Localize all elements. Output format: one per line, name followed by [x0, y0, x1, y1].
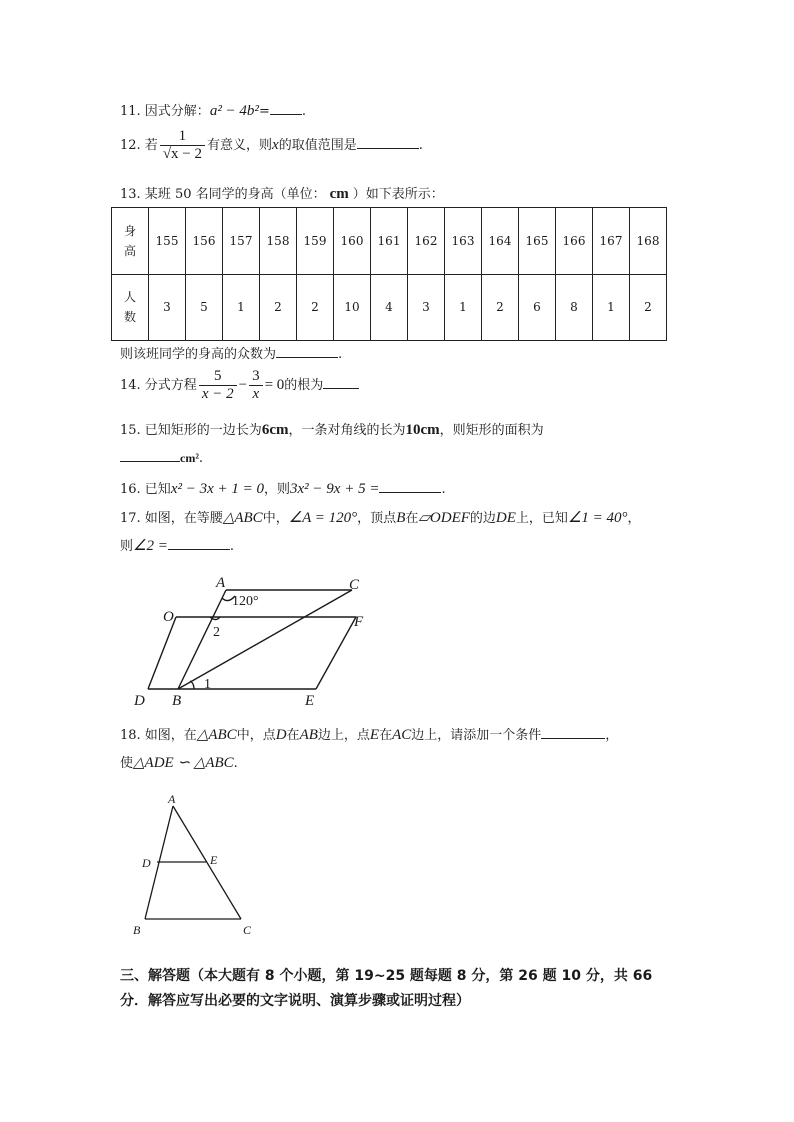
q13-intro: 13. 某班 50 名同学的身高（单位：: [120, 187, 326, 202]
q17-comma: ，: [627, 511, 641, 526]
q18-text-1: 18. 如图，在: [120, 728, 197, 743]
q11-label: 11. 因式分解：: [120, 104, 210, 119]
q17-text-5: 的边: [469, 511, 496, 526]
table-cell: 3: [408, 274, 445, 341]
table-cell: 1: [593, 274, 630, 341]
row-header-text: 人数: [123, 290, 136, 325]
q12-label: 12. 若: [120, 138, 158, 153]
label-a: A: [216, 575, 226, 591]
table-cell: 2: [630, 274, 667, 341]
q15-unit: cm²: [180, 451, 199, 465]
answer-blank[interactable]: [379, 480, 441, 493]
q17-line-2: [120, 535, 234, 555]
q12-end: .: [418, 138, 423, 153]
q14-f1-numerator: 5: [199, 368, 237, 386]
q14-equals: = 0: [264, 377, 285, 393]
q17-text-3: ，顶点: [357, 511, 397, 526]
q16-mid: ，则: [264, 482, 291, 497]
q17-angle-1: ∠1 = 40°: [567, 510, 628, 526]
q15-value-2: 10cm: [405, 422, 440, 438]
q18-point-d: D: [275, 727, 287, 743]
q17-text-2: 中，: [262, 511, 289, 526]
label-o: O: [163, 609, 174, 625]
table-cell: 2: [260, 274, 297, 341]
answer-blank[interactable]: [120, 449, 180, 462]
label-a: A: [168, 792, 176, 806]
table-cell: 2: [297, 274, 334, 341]
table-cell: 3: [149, 274, 186, 341]
side-bc: [178, 590, 352, 689]
q14-minus: −: [238, 377, 248, 393]
question-12: [120, 128, 423, 163]
q18-comma: ，: [605, 728, 619, 743]
answer-blank[interactable]: [357, 136, 419, 149]
q12-mid: 有意义，则: [207, 138, 273, 153]
table-cell: 160: [334, 208, 371, 275]
q17-parallelogram: ▱ODEF: [418, 510, 470, 526]
label-angle-1: 1: [204, 677, 211, 692]
label-f: F: [354, 614, 364, 630]
q16-expression-2: 3x² − 9x + 5 =: [290, 481, 380, 497]
q17-angle-2: ∠2 =: [133, 538, 168, 554]
question-15: [120, 419, 544, 439]
table-cell: 2: [482, 274, 519, 341]
figure-18: [130, 790, 260, 940]
label-d: D: [142, 856, 151, 870]
q14-fraction-1: [199, 368, 237, 403]
question-11: [120, 100, 306, 120]
table-cell: 6: [519, 274, 556, 341]
q14-f2-numerator: 3: [249, 368, 263, 386]
table-cell: 166: [556, 208, 593, 275]
q14-f2-denominator: x: [252, 386, 260, 402]
answer-blank[interactable]: [168, 537, 230, 550]
table-cell: 163: [445, 208, 482, 275]
table-cell: 165: [519, 208, 556, 275]
q13-intro-end: ）如下表所示：: [352, 187, 444, 202]
q15-end: .: [198, 451, 204, 466]
table-cell: 155: [149, 208, 186, 275]
answer-blank[interactable]: [276, 345, 338, 358]
q18-point-e: E: [369, 727, 380, 743]
q11-expression: a² − 4b²: [209, 103, 259, 119]
label-angle-2: 2: [213, 625, 220, 640]
question-14: [120, 368, 359, 403]
q17-text-1: 17. 如图，在等腰: [120, 511, 223, 526]
q15-text-1: 15. 已知矩形的一边长为: [120, 423, 262, 438]
q18-text-5: 在: [379, 728, 393, 743]
table-cell: 157: [223, 208, 260, 275]
q18-text-7: 使: [120, 756, 134, 771]
answer-blank[interactable]: [270, 102, 302, 115]
table-cell: 5: [186, 274, 223, 341]
q14-f1-denominator: x − 2: [201, 386, 234, 402]
q14-label: 14. 分式方程: [120, 378, 197, 393]
table-row: [112, 208, 667, 275]
table-cell: 167: [593, 208, 630, 275]
height-table: [111, 207, 667, 341]
table-cell: 8: [556, 274, 593, 341]
label-e: E: [210, 853, 218, 867]
question-18: [120, 724, 618, 744]
q18-text-3: 在: [286, 728, 300, 743]
q15-text-2: ，一条对角线的长为: [288, 423, 406, 438]
q17-text-4: 在: [405, 511, 419, 526]
figure-17: [120, 570, 380, 715]
q18-triangle: △ABC: [196, 727, 237, 743]
label-b: B: [172, 693, 182, 709]
q12-tail: 的取值范围是: [278, 138, 357, 153]
table-cell: 158: [260, 208, 297, 275]
side-od: [148, 617, 176, 689]
section-3-heading: 三、解答题（本大题有 8 个小题，第 19~25 题每题 8 分，第 26 题 10 分，共 66 分．解答应写出必要的文字说明、演算步骤或证明过程）: [120, 968, 653, 1009]
q16-end: .: [441, 482, 446, 497]
table-row: [112, 274, 667, 341]
row-header-text: 身高: [123, 223, 136, 258]
q17-text-6: 上，已知: [515, 511, 568, 526]
table-cell: 164: [482, 208, 519, 275]
q16-label: 16. 已知: [120, 482, 171, 497]
q13-question: [120, 343, 342, 362]
table-cell: 161: [371, 208, 408, 275]
q15-text-3: ，则矩形的面积为: [439, 423, 544, 438]
label-c: C: [243, 923, 252, 937]
q18-text-2: 中，点: [236, 728, 276, 743]
table-cell: 162: [408, 208, 445, 275]
table-cell: 1: [445, 274, 482, 341]
q13-end: .: [338, 347, 343, 362]
q16-expression-1: x² − 3x + 1 = 0: [170, 481, 264, 497]
question-13: [120, 183, 444, 203]
q18-end: .: [233, 756, 238, 771]
label-e: E: [305, 693, 315, 709]
q12-numerator: 1: [160, 128, 205, 146]
table-cell: 1: [223, 274, 260, 341]
table-cell: 4: [371, 274, 408, 341]
q11-end: .: [301, 104, 306, 119]
q17-angle-a: ∠A = 120°: [288, 510, 358, 526]
table-cell: 156: [186, 208, 223, 275]
label-d: D: [134, 693, 145, 709]
table-cell: 10: [334, 274, 371, 341]
q15-value-1: 6cm: [261, 422, 289, 438]
label-c: C: [349, 577, 360, 593]
q11-equals: =: [258, 104, 270, 119]
q17-end: .: [229, 539, 234, 554]
q17-point-b: B: [396, 510, 406, 526]
label-120-degrees: 120°: [232, 594, 259, 609]
q18-side-ab: AB: [299, 727, 318, 743]
row-header-count: [112, 274, 149, 341]
q14-tail: 的根为: [284, 378, 324, 393]
q15-answer-line: [120, 449, 203, 466]
q17-side-de: DE: [495, 510, 516, 526]
table-cell: 159: [297, 208, 334, 275]
q18-line-2: [120, 752, 238, 772]
question-16: [120, 478, 446, 498]
side-fe: [316, 617, 356, 689]
answer-blank[interactable]: [541, 726, 605, 739]
q12-fraction: [160, 128, 205, 163]
q18-text-6: 边上，请添加一个条件: [411, 728, 542, 743]
answer-blank[interactable]: [323, 376, 359, 389]
q12-denominator: √x − 2: [162, 146, 203, 162]
table-cell: 168: [630, 208, 667, 275]
question-17: [120, 507, 641, 527]
label-b: B: [133, 923, 141, 937]
q18-side-ac: AC: [392, 727, 412, 743]
q12-var: x: [272, 137, 279, 153]
q13-unit: cm: [329, 186, 349, 202]
q17-text-7: 则: [120, 539, 134, 554]
q14-fraction-2: [249, 368, 263, 403]
q18-similarity: △ADE ∽ △ABC: [133, 755, 234, 771]
q13-question-text: 则该班同学的身高的众数为: [120, 347, 277, 362]
row-header-height: [112, 208, 149, 275]
q18-text-4: 边上，点: [317, 728, 370, 743]
q17-triangle: △ABC: [222, 510, 263, 526]
